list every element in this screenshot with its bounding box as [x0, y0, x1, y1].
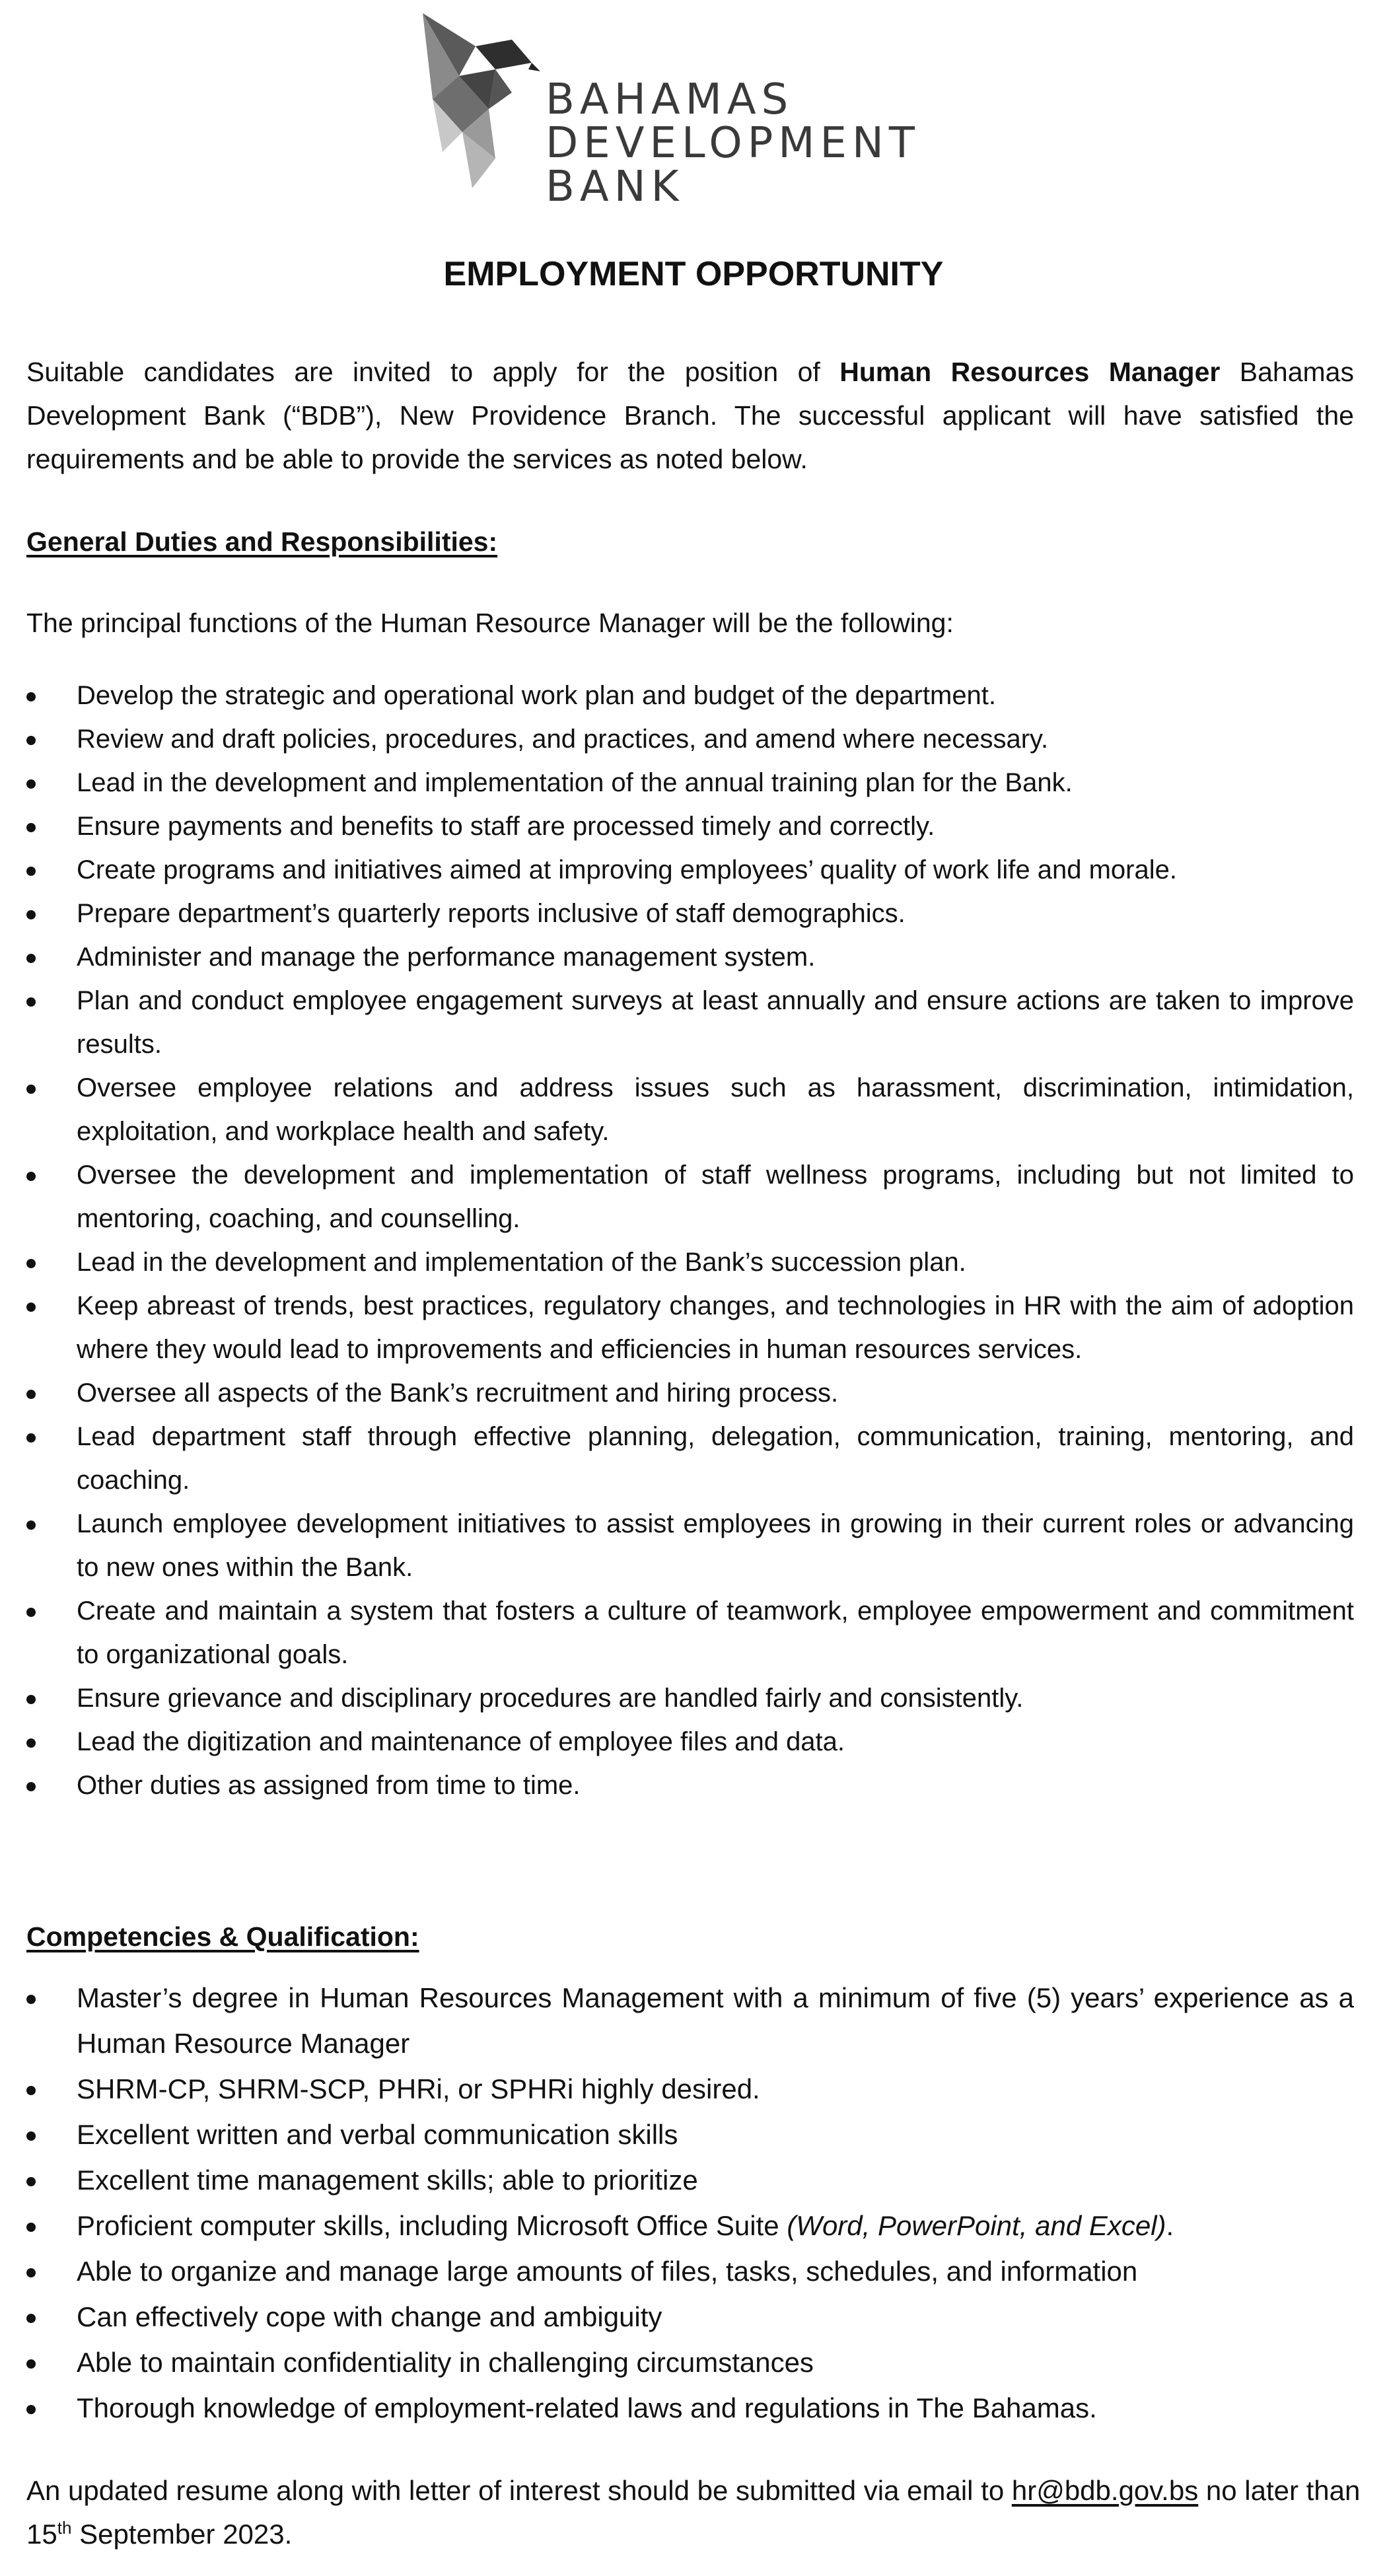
page-title: EMPLOYMENT OPPORTUNITY	[443, 255, 944, 293]
bullet-icon	[26, 954, 36, 963]
email-link[interactable]: hr@bdb.gov.bs	[1011, 2475, 1199, 2506]
bullet-icon	[26, 692, 36, 701]
bullet-icon	[26, 823, 36, 832]
list-item: Create programs and initiatives aimed at improving employees’ quality of work life and morale.	[26, 848, 1354, 892]
list-item: Thorough knowledge of employment-related laws and regulations in The Bahamas.	[26, 2385, 1354, 2431]
bullet-icon	[26, 1085, 36, 1094]
list-item: Ensure grievance and disciplinary procedures are handled fairly and consistently.	[26, 1676, 1354, 1720]
list-item: Proficient computer skills, including Microsoft Office Suite (Word, PowerPoint, and Excel).	[26, 2203, 1354, 2248]
list-item: Lead the digitization and maintenance of employee files and data.	[26, 1720, 1354, 1764]
bullet-icon	[26, 1608, 36, 1617]
list-item: Keep abreast of trends, best practices, regulatory changes, and technologies in HR with the aim of adoption where they would lead to improvements and efficiencies in human resources services.	[26, 1284, 1354, 1371]
list-item: Review and draft policies, procedures, and practices, and amend where necessary.	[26, 717, 1354, 761]
list-item: Can effectively cope with change and ambiguity	[26, 2294, 1354, 2340]
qualifications-heading: Competencies & Qualification:	[26, 1921, 419, 1952]
bank-name: BAHAMAS DEVELOPMENT BANK	[546, 75, 920, 211]
bullet-icon	[26, 1521, 36, 1530]
list-item: Able to maintain confidentiality in challenging circumstances	[26, 2340, 1354, 2385]
position-title: Human Resources Manager	[839, 357, 1221, 387]
bullet-icon	[26, 736, 36, 745]
bullet-icon	[26, 1303, 36, 1312]
list-item: Oversee the development and implementation of staff wellness programs, including but not limited to mentoring, coaching, and counselling.	[26, 1153, 1354, 1240]
hummingbird-logo-icon	[396, 0, 542, 198]
bullet-icon	[26, 2086, 36, 2095]
bullet-icon	[26, 1172, 36, 1181]
bullet-icon	[26, 1995, 36, 2004]
list-item: Create and maintain a system that fosters a culture of teamwork, employee empowerment and commitment to organizational goals.	[26, 1589, 1354, 1676]
bullet-icon	[26, 2268, 36, 2277]
bullet-icon	[26, 2131, 36, 2141]
bullet-icon	[26, 910, 36, 919]
bank-logo	[396, 0, 964, 211]
list-item: Lead department staff through effective planning, delegation, communication, training, mentoring, and coaching.	[26, 1415, 1354, 1502]
list-item: Excellent time management skills; able to prioritize	[26, 2157, 1354, 2203]
bullet-icon	[26, 1695, 36, 1704]
list-item: Oversee all aspects of the Bank’s recruitment and hiring process.	[26, 1371, 1354, 1415]
list-item: Develop the strategic and operational work plan and budget of the department.	[26, 674, 1354, 717]
bullet-icon	[26, 779, 36, 789]
list-item: Lead in the development and implementation of the annual training plan for the Bank.	[26, 761, 1354, 805]
list-item: Ensure payments and benefits to staff are processed timely and correctly.	[26, 805, 1354, 848]
bullet-icon	[26, 867, 36, 876]
list-item: Administer and manage the performance management system.	[26, 935, 1354, 979]
list-item: Excellent written and verbal communication skills	[26, 2112, 1354, 2157]
bullet-icon	[26, 1390, 36, 1399]
qualifications-list	[26, 1975, 1354, 2431]
bullet-icon	[26, 2405, 36, 2414]
bullet-icon	[26, 2359, 36, 2369]
list-item: Launch employee development initiatives to assist employees in growing in their current roles or advancing to new ones within the Bank.	[26, 1502, 1354, 1589]
duties-list	[26, 674, 1354, 1807]
closing-paragraph: An updated resume along with letter of interest should be submitted via email to hr@bdb.gov.bs no later than 15th September 2023.	[26, 2475, 1361, 2550]
bullet-icon	[26, 997, 36, 1007]
list-item: Prepare department’s quarterly reports inclusive of staff demographics.	[26, 892, 1354, 935]
duties-heading: General Duties and Responsibilities:	[26, 526, 498, 557]
bullet-icon	[26, 1259, 36, 1268]
intro-paragraph: Suitable candidates are invited to apply for the position of Human Resources Manager Bahamas Development Bank (“BDB”), New Providence Branch. The successful applicant will have satisfied the requirements and be able to provide the services as noted below.	[26, 357, 1354, 474]
bullet-icon	[26, 1738, 36, 1748]
list-item: Lead in the development and implementation of the Bank’s succession plan.	[26, 1240, 1354, 1284]
bullet-icon	[26, 2223, 36, 2232]
bullet-icon	[26, 1433, 36, 1443]
list-item: Able to organize and manage large amounts of files, tasks, schedules, and information	[26, 2248, 1354, 2294]
list-item: SHRM-CP, SHRM-SCP, PHRi, or SPHRi highly desired.	[26, 2066, 1354, 2112]
list-item: Master’s degree in Human Resources Management with a minimum of five (5) years’ experience as a Human Resource Manager	[26, 1975, 1354, 2066]
bullet-icon	[26, 1782, 36, 1791]
list-item: Other duties as assigned from time to time.	[26, 1764, 1354, 1807]
bullet-icon	[26, 2177, 36, 2186]
list-item: Plan and conduct employee engagement surveys at least annually and ensure actions are taken to improve results.	[26, 979, 1354, 1066]
duties-lead: The principal functions of the Human Resource Manager will be the following:	[26, 608, 954, 638]
list-item: Oversee employee relations and address issues such as harassment, discrimination, intimidation, exploitation, and workplace health and safety.	[26, 1066, 1354, 1153]
bullet-icon	[26, 2314, 36, 2323]
